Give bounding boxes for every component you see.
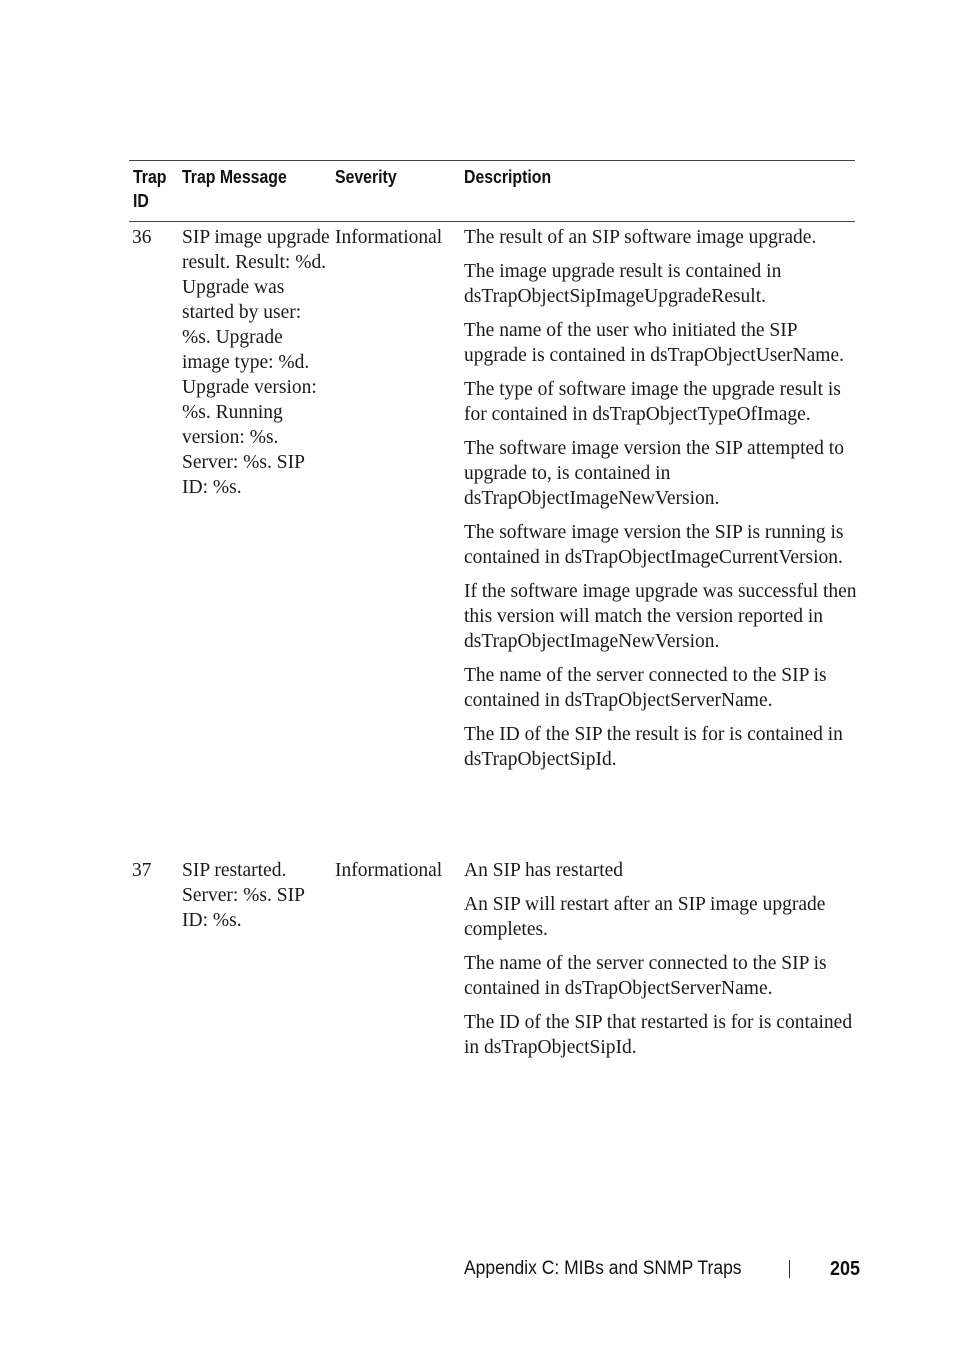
- trap-id-cell: 37: [132, 860, 152, 881]
- description-paragraph: If the software image upgrade was successful then this version will match the version reported in dsTrapObjectImageNewVersion.: [464, 581, 857, 652]
- page-number: 205: [830, 1258, 861, 1280]
- description-paragraph: The ID of the SIP the result is for is contained in dsTrapObjectSipId.: [464, 724, 843, 770]
- footer-chapter-title: Appendix C: MIBs and SNMP Traps: [464, 1258, 742, 1279]
- description-cell: [464, 225, 859, 781]
- footer-divider: [789, 1260, 790, 1278]
- description-paragraph: The software image version the SIP attempted to upgrade to, is contained in dsTrapObjectImageNewVersion.: [464, 438, 844, 509]
- header-trap-message: Trap Message: [182, 167, 287, 187]
- description-paragraph: The ID of the SIP that restarted is for is contained in dsTrapObjectSipId.: [464, 1012, 853, 1058]
- description-paragraph: The name of the user who initiated the SIP upgrade is contained in dsTrapObjectUserName.: [464, 320, 844, 366]
- table-top-rule: [129, 160, 855, 161]
- header-description: Description: [464, 167, 552, 187]
- description-paragraph: The result of an SIP software image upgrade.: [464, 227, 817, 248]
- trap-id-cell: 36: [132, 227, 152, 248]
- description-paragraph: An SIP has restarted: [464, 860, 624, 881]
- severity-cell: Informational: [335, 227, 443, 248]
- description-paragraph: The name of the server connected to the SIP is contained in dsTrapObjectServerName.: [464, 665, 827, 711]
- trap-message-cell: SIP restarted. Server: %s. SIP ID: %s.: [182, 860, 305, 931]
- description-paragraph: The type of software image the upgrade result is for contained in dsTrapObjectTypeOfImage.: [464, 379, 841, 425]
- severity-cell: Informational: [335, 860, 443, 881]
- description-paragraph: An SIP will restart after an SIP image upgrade completes.: [464, 894, 826, 940]
- header-severity: Severity: [335, 167, 397, 187]
- description-cell: [464, 858, 859, 1069]
- description-paragraph: The name of the server connected to the SIP is contained in dsTrapObjectServerName.: [464, 953, 827, 999]
- description-paragraph: The software image version the SIP is running is contained in dsTrapObjectImageCurrentVersion.: [464, 522, 844, 568]
- header-trap-id: Trap ID: [133, 167, 167, 211]
- trap-message-cell: SIP image upgrade result. Result: %d. Upgrade was started by user: %s. Upgrade image type: %d. Upgrade version: %s. Running version: %s. Server: %s. SIP ID: %s.: [182, 227, 330, 498]
- description-paragraph: The image upgrade result is contained in dsTrapObjectSipImageUpgradeResult.: [464, 261, 782, 307]
- table-header-rule: [129, 221, 855, 222]
